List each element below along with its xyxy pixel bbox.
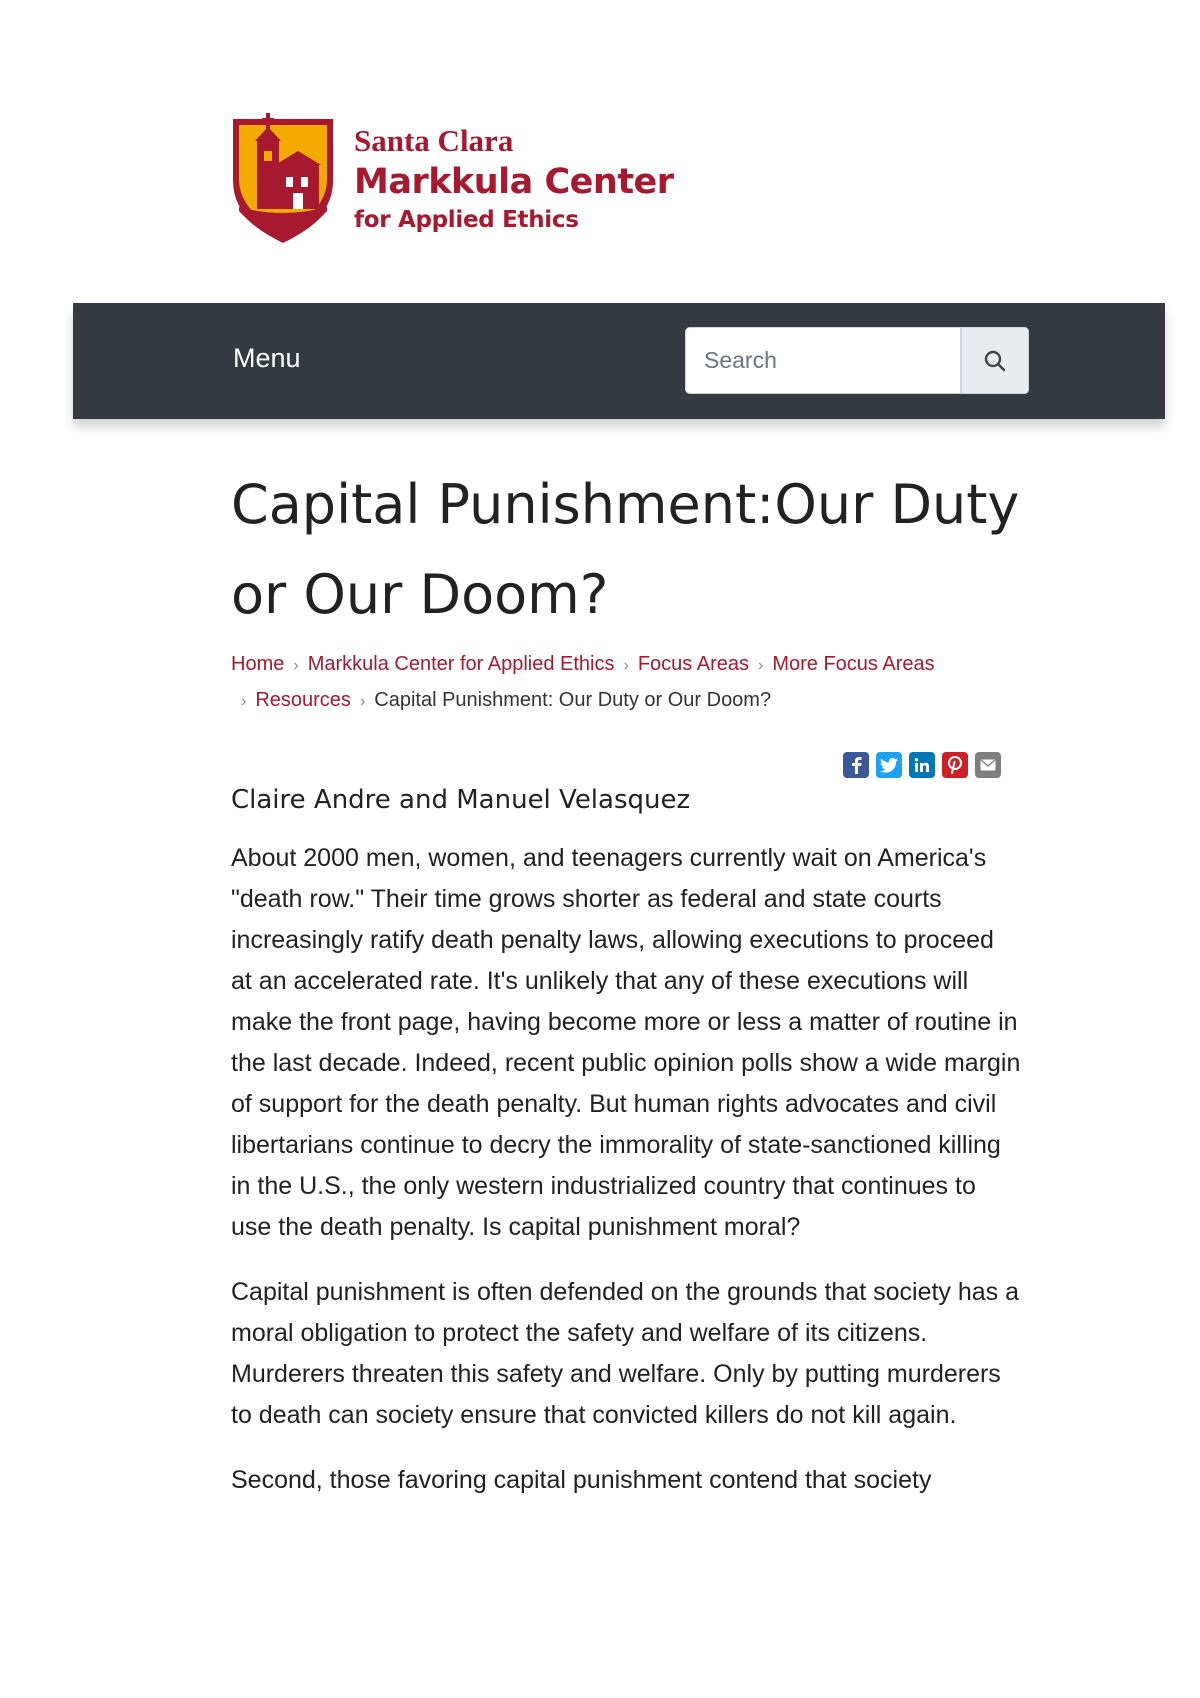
breadcrumb-separator-icon: › (359, 693, 366, 710)
breadcrumb-separator-icon: › (758, 657, 764, 674)
article-author: Claire Andre and Manuel Velasquez (231, 785, 691, 815)
article-body (231, 838, 1021, 1525)
breadcrumb-separator-icon: › (293, 657, 299, 674)
body-paragraph: Capital punishment is often defended on the grounds that society has a moral obligation to protect the safety and welfare of its citizens. Murderers threaten this safety and welfare. Only by putting murderers to death can society ensure that convicted killers do not kill again. (231, 1278, 1020, 1429)
search-form (685, 327, 1029, 394)
breadcrumb-separator-icon: › (241, 693, 247, 710)
logo-line-university: Santa Clara (354, 123, 514, 158)
mission-shield-icon (231, 107, 335, 245)
body-paragraph: Second, those favoring capital punishment contend that society (231, 1466, 932, 1494)
breadcrumb-separator-icon: › (623, 657, 629, 674)
site-logo[interactable] (231, 107, 691, 247)
body-paragraph: About 2000 men, women, and teenagers currently wait on America's "death row." Their time grows shorter as federal and state courts increasingly ratify death penalty laws, allowing executions to proceed at an accelerated rate. It's unlikely that any of these executions will make the front page, having become more or less a matter of routine in the last decade. Indeed, recent public opinion polls show a wide margin of support for the death penalty. But human rights advocates and civil libertarians continue to decry the immorality of state-sanctioned killing in the U.S., the only western industrialized country that continues to use the death penalty. Is capital punishment moral? (231, 844, 1021, 1241)
search-icon (983, 349, 1007, 373)
page-title: Capital Punishment:Our Duty or Our Doom? (231, 473, 1020, 626)
breadcrumb-home[interactable]: Home (231, 653, 285, 675)
breadcrumb-resources[interactable]: Resources (255, 689, 351, 711)
share-toolbar (843, 752, 1001, 778)
breadcrumb-more-focus-areas[interactable]: More Focus Areas (772, 653, 935, 675)
facebook-icon[interactable] (843, 752, 869, 778)
email-icon[interactable] (975, 752, 1001, 778)
breadcrumb-focus-areas[interactable]: Focus Areas (637, 653, 749, 675)
logo-line-subtitle: for Applied Ethics (354, 207, 579, 233)
search-input[interactable] (685, 327, 961, 394)
breadcrumb (231, 647, 1031, 719)
main-navbar (73, 303, 1165, 419)
pinterest-icon[interactable] (942, 752, 968, 778)
breadcrumb-markkula-center[interactable]: Markkula Center for Applied Ethics (307, 653, 615, 675)
search-button[interactable] (961, 327, 1029, 394)
breadcrumb-current: Capital Punishment: Our Duty or Our Doom? (374, 689, 772, 711)
logo-line-center: Markkula Center (354, 162, 674, 202)
menu-button[interactable]: Menu (233, 343, 301, 373)
linkedin-icon[interactable] (909, 752, 935, 778)
twitter-icon[interactable] (876, 752, 902, 778)
